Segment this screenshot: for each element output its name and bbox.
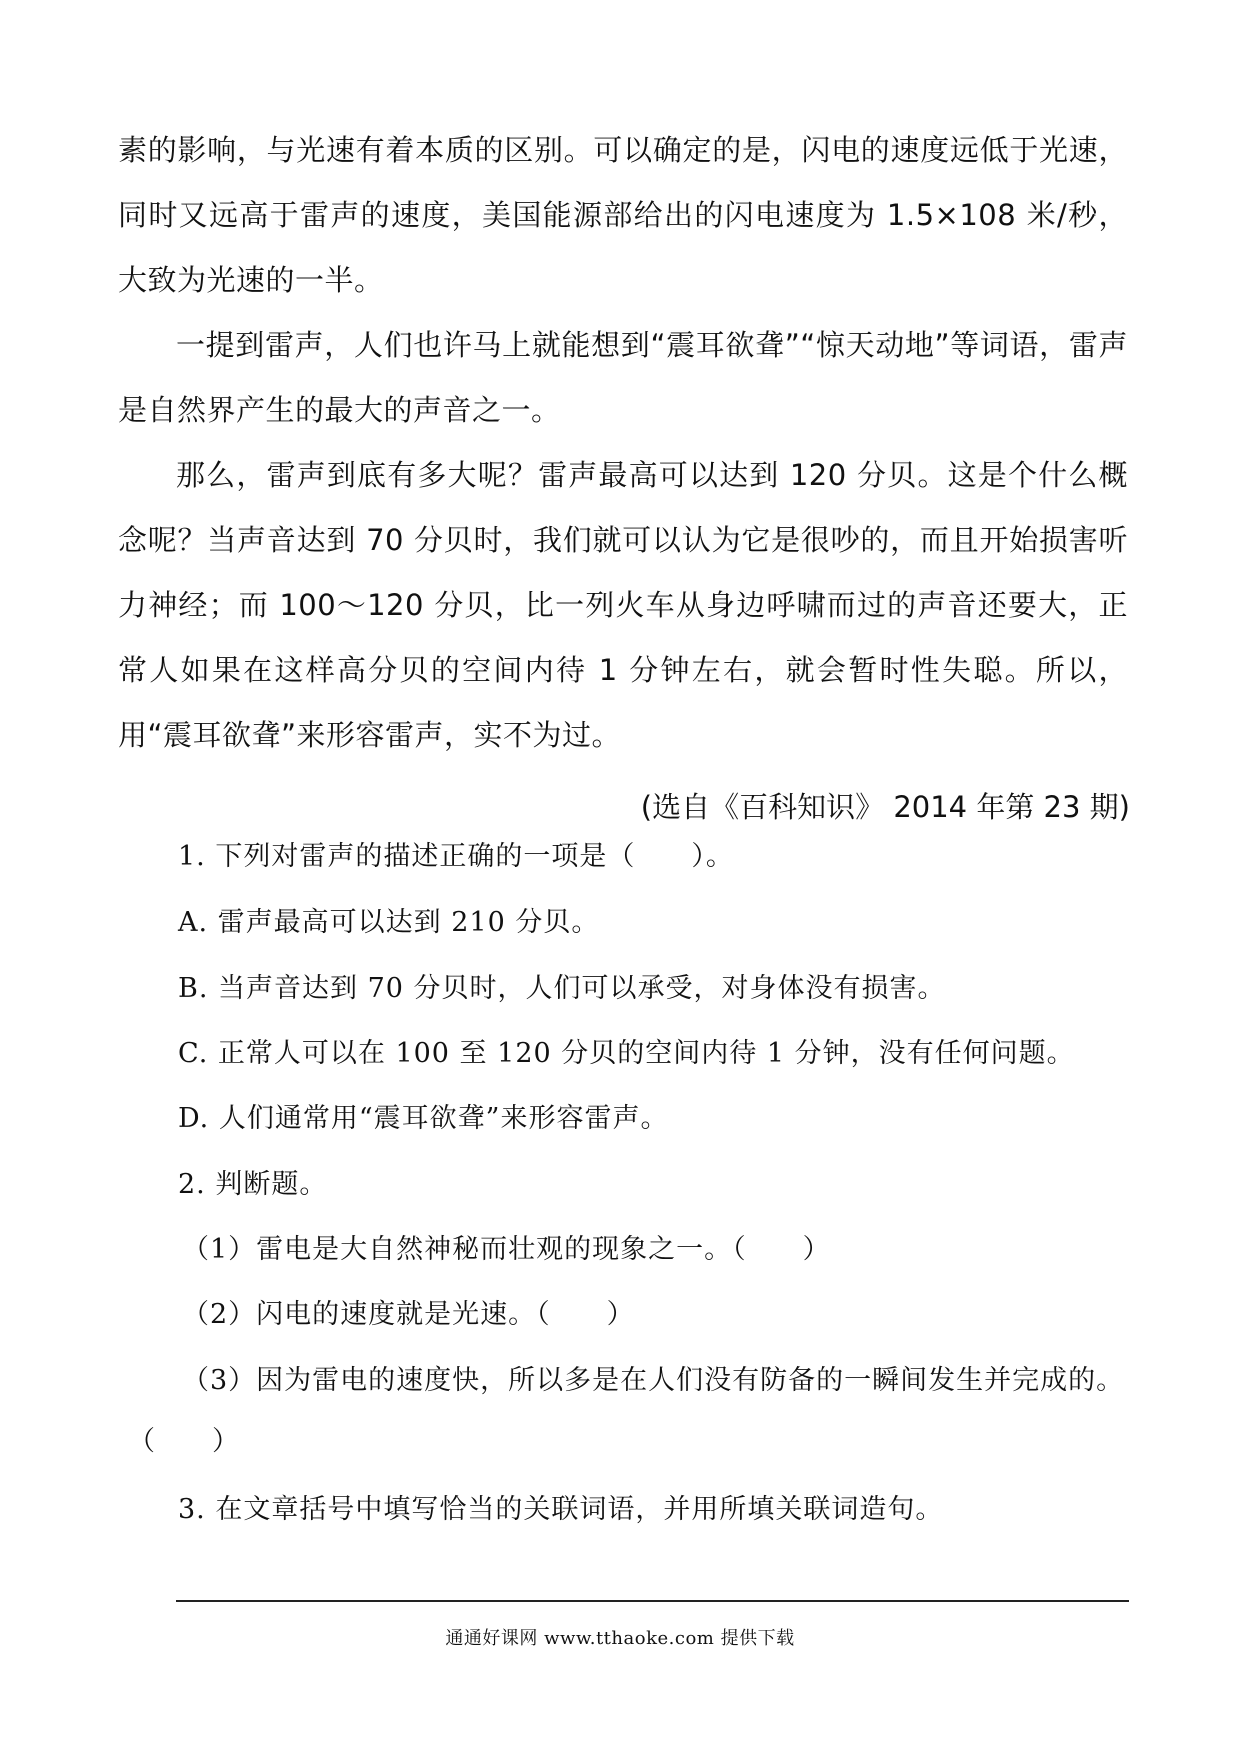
question-2: 2. 判断题。 <box>178 1169 328 1200</box>
question-1: 1. 下列对雷声的描述正确的一项是（ ）。 <box>178 841 734 872</box>
question-3: 3. 在文章括号中填写恰当的关联词语，并用所填关联词造句。 <box>178 1494 944 1525</box>
footer-text: 通通好课网 www.tthaoke.com 提供下载 <box>445 1628 795 1649</box>
question-1-option-d: D. 人们通常用“震耳欲聋”来形容雷声。 <box>178 1103 669 1134</box>
question-1-option-b: B. 当声音达到 70 分贝时，人们可以承受，对身体没有损害。 <box>178 973 946 1004</box>
question-2-item-2: （2）闪电的速度就是光速。（ ） <box>182 1299 635 1330</box>
question-1-option-c: C. 正常人可以在 100 至 120 分贝的空间内待 1 分钟，没有任何问题。 <box>178 1038 1075 1069</box>
footer-divider <box>176 1600 1129 1602</box>
passage-paragraph-2: 一提到雷声，人们也许马上就能想到“震耳欲聋”“惊天动地”等词语，雷声是自然界产生的最大的声音之一。 <box>118 328 1128 427</box>
passage-paragraph-1: 素的影响，与光速有着本质的区别。可以确定的是，闪电的速度远低于光速，同时又远高于雷声的速度，美国能源部给出的闪电速度为 1.5×108 米/秒，大致为光速的一半。 <box>118 133 1128 297</box>
question-2-item-3-blank: （ ） <box>128 1426 240 1457</box>
passage-source: (选自《百科知识》 2014 年第 23 期) <box>640 790 1130 824</box>
passage-paragraph-3: 那么，雷声到底有多大呢？雷声最高可以达到 120 分贝。这是个什么概念呢？当声音达到 70 分贝时，我们就可以认为它是很吵的，而且开始损害听力神经；而 100～120 分贝，比一列火车从身边呼啸而过的声音还要大，正常人如果在这样高分贝的空间内待 1 分钟左右，就会暂时性失聪。所以，用“震耳欲聋”来形容雷声，实不为过。 <box>118 458 1128 752</box>
question-2-item-3: （3）因为雷电的速度快，所以多是在人们没有防备的一瞬间发生并完成的。 <box>182 1365 1125 1396</box>
question-1-option-a: A. 雷声最高可以达到 210 分贝。 <box>178 907 600 938</box>
question-2-item-1: （1）雷电是大自然神秘而壮观的现象之一。（ ） <box>182 1234 831 1265</box>
